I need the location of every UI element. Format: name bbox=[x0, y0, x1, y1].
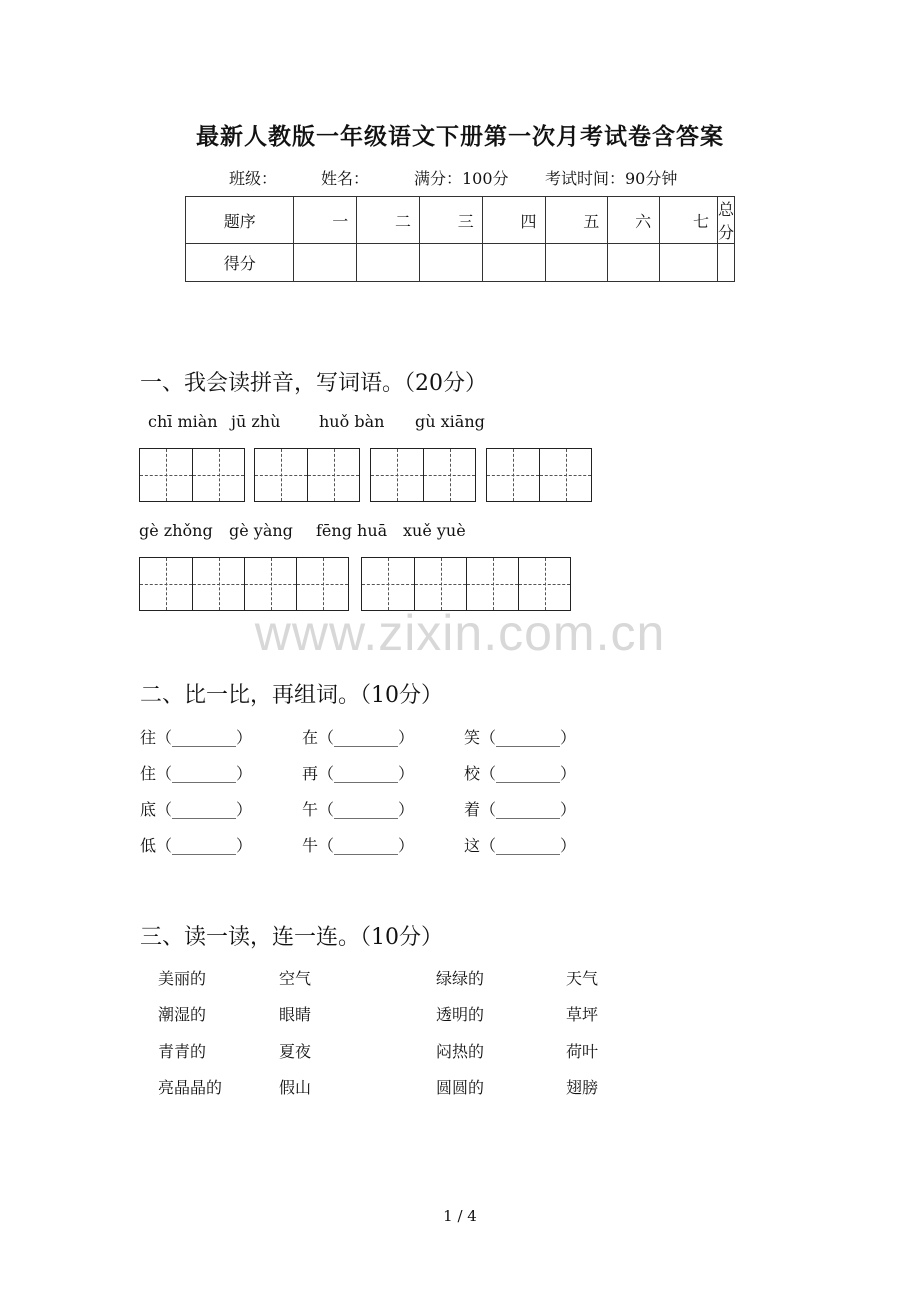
writing-cell[interactable] bbox=[466, 558, 518, 610]
word-blank[interactable]: 底（________） bbox=[140, 800, 253, 819]
score-table-header-row bbox=[186, 197, 735, 244]
class-label: 班级： bbox=[229, 169, 278, 188]
writing-grid[interactable] bbox=[139, 557, 349, 611]
writing-cell[interactable] bbox=[255, 449, 307, 501]
score-header-cell: 四 bbox=[482, 197, 545, 244]
word-blank[interactable]: 笑（________） bbox=[464, 728, 577, 747]
pinyin-label: huǒ bàn bbox=[319, 412, 385, 431]
word-blank[interactable]: 低（________） bbox=[140, 836, 253, 855]
word-blank[interactable]: 再（________） bbox=[302, 764, 415, 783]
writing-cell[interactable] bbox=[140, 558, 192, 610]
score-header-cell: 七 bbox=[660, 197, 718, 244]
writing-cell[interactable] bbox=[244, 558, 296, 610]
exam-time-label: 考试时间：90分钟 bbox=[545, 169, 678, 188]
writing-cell[interactable] bbox=[192, 449, 244, 501]
match-word[interactable]: 闷热的 bbox=[436, 1042, 485, 1061]
match-word[interactable]: 眼睛 bbox=[279, 1005, 312, 1024]
pinyin-label: fēng huā bbox=[316, 521, 388, 540]
writing-grid[interactable] bbox=[139, 448, 245, 502]
score-input-cell[interactable] bbox=[357, 244, 420, 282]
match-word[interactable]: 夏夜 bbox=[279, 1042, 312, 1061]
writing-grid[interactable] bbox=[254, 448, 360, 502]
word-blank[interactable]: 住（________） bbox=[140, 764, 253, 783]
score-row-label: 得分 bbox=[186, 244, 294, 282]
writing-cell[interactable] bbox=[140, 449, 192, 501]
pinyin-label: gè yàng bbox=[229, 521, 293, 540]
score-header-cell: 三 bbox=[419, 197, 482, 244]
score-table-score-row bbox=[186, 244, 735, 282]
score-input-cell[interactable] bbox=[545, 244, 608, 282]
word-blank[interactable]: 校（________） bbox=[464, 764, 577, 783]
score-header-cell: 五 bbox=[545, 197, 608, 244]
score-input-cell[interactable] bbox=[419, 244, 482, 282]
writing-cell[interactable] bbox=[296, 558, 348, 610]
score-header-cell: 总分 bbox=[717, 197, 734, 244]
pinyin-label: chī miàn bbox=[148, 412, 218, 431]
writing-grid[interactable] bbox=[361, 557, 571, 611]
score-header-cell: 一 bbox=[294, 197, 357, 244]
score-input-cell[interactable] bbox=[717, 244, 734, 282]
name-label: 姓名： bbox=[321, 169, 370, 188]
match-word[interactable]: 翅膀 bbox=[566, 1078, 599, 1097]
writing-cell[interactable] bbox=[371, 449, 423, 501]
writing-cell[interactable] bbox=[307, 449, 359, 501]
writing-grid[interactable] bbox=[370, 448, 476, 502]
score-table bbox=[185, 196, 735, 282]
match-word[interactable]: 圆圆的 bbox=[436, 1078, 485, 1097]
section1-heading: 一、我会读拼音，写词语。（20分） bbox=[140, 371, 487, 396]
match-word[interactable]: 美丽的 bbox=[158, 969, 207, 988]
writing-cell[interactable] bbox=[423, 449, 475, 501]
writing-cell[interactable] bbox=[518, 558, 570, 610]
score-header-cell: 题序 bbox=[186, 197, 294, 244]
match-word[interactable]: 假山 bbox=[279, 1078, 312, 1097]
word-blank[interactable]: 午（________） bbox=[302, 800, 415, 819]
match-word[interactable]: 空气 bbox=[279, 969, 312, 988]
word-blank[interactable]: 着（________） bbox=[464, 800, 577, 819]
section3-heading: 三、读一读，连一连。（10分） bbox=[140, 925, 443, 950]
writing-cell[interactable] bbox=[539, 449, 591, 501]
full-score-label: 满分：100分 bbox=[414, 169, 509, 188]
writing-cell[interactable] bbox=[414, 558, 466, 610]
score-header-cell: 六 bbox=[608, 197, 660, 244]
match-word[interactable]: 潮湿的 bbox=[158, 1005, 207, 1024]
match-word[interactable]: 荷叶 bbox=[566, 1042, 599, 1061]
score-header-cell: 二 bbox=[357, 197, 420, 244]
match-word[interactable]: 天气 bbox=[566, 969, 599, 988]
writing-cell[interactable] bbox=[487, 449, 539, 501]
word-blank[interactable]: 往（________） bbox=[140, 728, 253, 747]
match-word[interactable]: 透明的 bbox=[436, 1005, 485, 1024]
score-input-cell[interactable] bbox=[660, 244, 718, 282]
word-blank[interactable]: 这（________） bbox=[464, 836, 577, 855]
score-input-cell[interactable] bbox=[608, 244, 660, 282]
match-word[interactable]: 亮晶晶的 bbox=[158, 1078, 223, 1097]
pinyin-label: xuě yuè bbox=[403, 521, 466, 540]
page-number: 1 / 4 bbox=[443, 1207, 477, 1225]
pinyin-label: gè zhǒng bbox=[139, 521, 213, 540]
score-input-cell[interactable] bbox=[294, 244, 357, 282]
writing-cell[interactable] bbox=[192, 558, 244, 610]
score-input-cell[interactable] bbox=[482, 244, 545, 282]
writing-cell[interactable] bbox=[362, 558, 414, 610]
match-word[interactable]: 草坪 bbox=[566, 1005, 599, 1024]
pinyin-label: gù xiāng bbox=[415, 412, 485, 431]
pinyin-label: jū zhù bbox=[231, 412, 281, 431]
word-blank[interactable]: 牛（________） bbox=[302, 836, 415, 855]
word-blank[interactable]: 在（________） bbox=[302, 728, 415, 747]
page-title: 最新人教版一年级语文下册第一次月考试卷含答案 bbox=[196, 123, 724, 150]
match-word[interactable]: 绿绿的 bbox=[436, 969, 485, 988]
match-word[interactable]: 青青的 bbox=[158, 1042, 207, 1061]
watermark: www.zixin.com.cn bbox=[254, 605, 666, 661]
section2-heading: 二、比一比，再组词。（10分） bbox=[140, 683, 443, 708]
writing-grid[interactable] bbox=[486, 448, 592, 502]
